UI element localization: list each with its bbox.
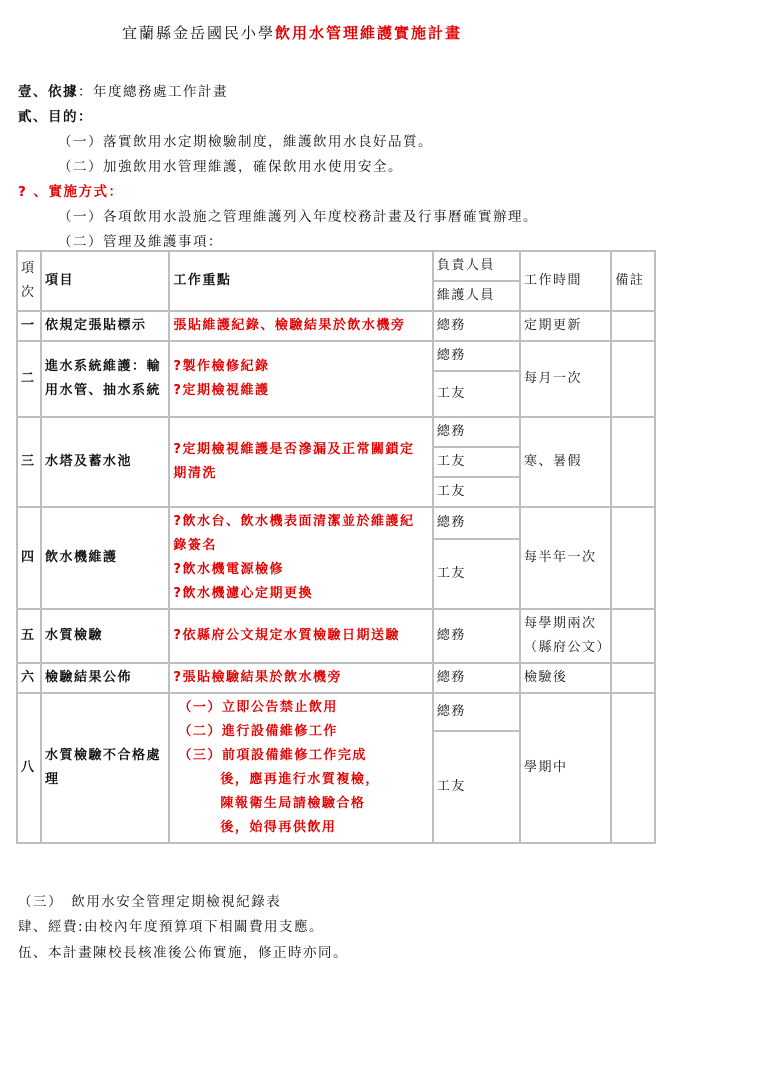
row-no: 八: [17, 693, 41, 843]
row-no: 三: [17, 417, 41, 507]
row-item: 飲水機維護: [41, 507, 169, 609]
table-row: [17, 663, 655, 693]
row-no: 四: [17, 507, 41, 609]
row-time: 檢驗後: [520, 663, 611, 693]
row-item: 檢驗結果公佈: [41, 663, 169, 693]
row-note: [611, 311, 655, 341]
table-row: [17, 341, 655, 371]
row-person: 總務: [433, 417, 520, 447]
header-person-responsible: 負責人員: [433, 251, 520, 281]
document-title: [0, 22, 777, 43]
row-item: 水塔及蓄水池: [41, 417, 169, 507]
work-line: 後，應再進行水質複檢，: [220, 772, 380, 787]
method-label: ? 、實施方式：: [18, 184, 124, 200]
row-work: 張貼維護紀錄、檢驗結果於飲水機旁: [169, 311, 432, 341]
row-person: 總務: [433, 507, 520, 539]
row-work: ?張貼檢驗結果於飲水機旁: [169, 663, 432, 693]
row-person: 工友: [433, 371, 520, 417]
row-time: 每月一次: [520, 341, 611, 417]
work-line: ?製作檢修紀錄: [173, 359, 270, 374]
row-person: 總務: [433, 693, 520, 731]
basis-text: ：年度總務處工作計畫: [78, 84, 228, 100]
row-person: 總務: [433, 663, 520, 693]
footer-line-budget: 肆、經費:由校內年度預算項下相關費用支應。: [18, 919, 325, 935]
method-item-2: （二）管理及維護事項：: [58, 234, 223, 250]
table-row: [17, 311, 655, 341]
title-school: 宜蘭縣金岳國民小學: [122, 24, 276, 42]
row-time: 寒、暑假: [520, 417, 611, 507]
work-line: ?飲水機濾心定期更換: [173, 586, 313, 601]
header-no: 項次: [17, 251, 41, 311]
row-work: [169, 341, 432, 417]
purpose-label: 貳、目的：: [18, 109, 93, 125]
work-line: （一）立即公告禁止飲用: [178, 700, 338, 715]
row-time: 每半年一次: [520, 507, 611, 609]
row-note: [611, 417, 655, 507]
row-note: [611, 341, 655, 417]
row-person: 總務: [433, 341, 520, 371]
header-work: 工作重點: [169, 251, 432, 311]
row-work: ?定期檢視維護是否滲漏及正常關鎖定期清洗: [169, 417, 432, 507]
row-work: ?依縣府公文規定水質檢驗日期送驗: [169, 609, 432, 663]
row-person: 工友: [433, 539, 520, 609]
header-time: 工作時間: [520, 251, 611, 311]
header-note: 備註: [611, 251, 655, 311]
row-person: 工友: [433, 447, 520, 477]
row-item: 依規定張貼標示: [41, 311, 169, 341]
work-line: ?定期檢視維護: [173, 383, 270, 398]
work-line: ?飲水台、飲水機表面清潔並於維護紀錄簽名: [173, 514, 415, 553]
row-note: [611, 609, 655, 663]
row-work: [169, 693, 432, 843]
maintenance-table: [16, 250, 656, 844]
row-item: 水質檢驗: [41, 609, 169, 663]
row-work: [169, 507, 432, 609]
row-time: 學期中: [520, 693, 611, 843]
row-item: 水質檢驗不合格處理: [41, 693, 169, 843]
method-item-1: （一）各項飲用水設施之管理維護列入年度校務計畫及行事曆確實辦理。: [58, 209, 538, 225]
title-plan-name: 飲用水管理維護實施計畫: [275, 24, 463, 42]
row-time: 定期更新: [520, 311, 611, 341]
row-person: 總務: [433, 609, 520, 663]
row-no: 六: [17, 663, 41, 693]
work-line: （三）前項設備維修工作完成: [178, 748, 367, 763]
row-no: 一: [17, 311, 41, 341]
row-no: 五: [17, 609, 41, 663]
table-row: [17, 693, 655, 731]
row-item: 進水系統維護：輸用水管、抽水系統: [41, 341, 169, 417]
basis-line: [18, 80, 228, 100]
row-note: [611, 663, 655, 693]
footer-line-approval: 伍、本計畫陳校長核准後公佈實施，修正時亦同。: [18, 945, 348, 961]
table-row: [17, 417, 655, 447]
work-line: 後，始得再供飲用: [220, 820, 337, 835]
row-person: 工友: [433, 731, 520, 843]
row-person: 工友: [433, 477, 520, 507]
table-row: [17, 507, 655, 539]
work-line: 陳報衛生局請檢驗合格: [220, 796, 366, 811]
table-row: [17, 609, 655, 663]
work-line: （二）進行設備維修工作: [178, 724, 338, 739]
footer-line-record-form: （三） 飲用水安全管理定期檢視紀錄表: [18, 894, 282, 910]
table-header-row: [17, 251, 655, 281]
work-line: ?飲水機電源檢修: [173, 562, 284, 577]
row-time: 每學期兩次（縣府公文）: [520, 609, 611, 663]
header-item: 項目: [41, 251, 169, 311]
header-person-maintainer: 維護人員: [433, 281, 520, 311]
basis-label: 壹、依據: [18, 84, 78, 100]
purpose-item-1: （一）落實飲用水定期檢驗制度，維護飲用水良好品質。: [58, 134, 433, 150]
row-note: [611, 507, 655, 609]
row-no: 二: [17, 341, 41, 417]
purpose-item-2: （二）加強飲用水管理維護，確保飲用水使用安全。: [58, 159, 403, 175]
row-note: [611, 693, 655, 843]
row-person: 總務: [433, 311, 520, 341]
